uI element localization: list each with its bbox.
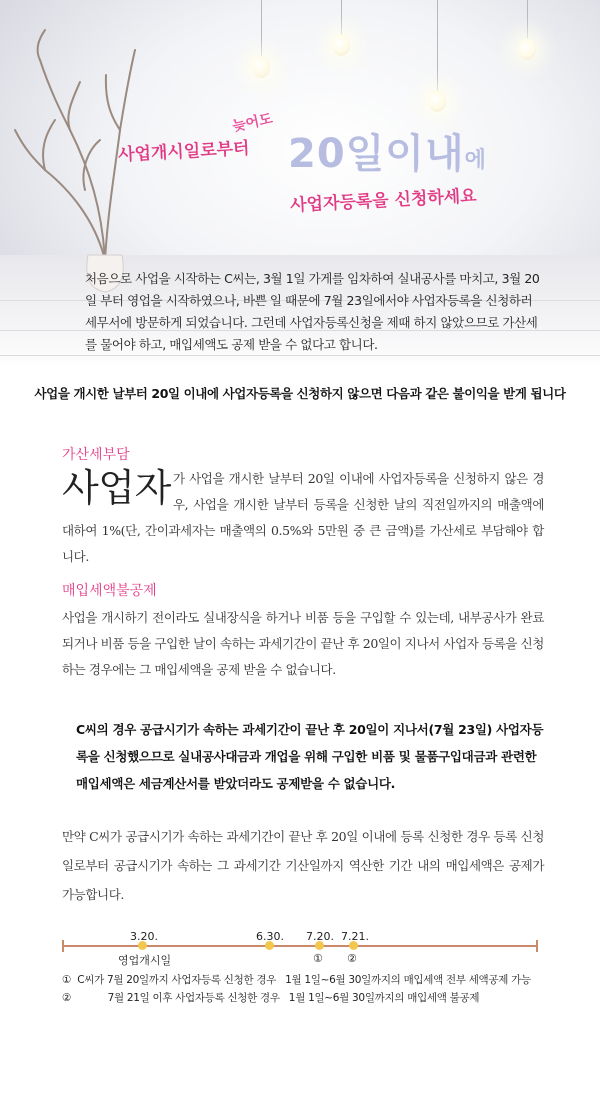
hero-big-main: 20일이내 [288, 131, 465, 177]
light-bulb [252, 56, 270, 78]
section-title-penalty: 가산세부담 [62, 447, 130, 463]
hero-big-text [288, 122, 487, 179]
hero-line2: 사업자등록을 신청하세요 [289, 186, 478, 216]
light-bulb [518, 38, 536, 60]
section-title-deduction: 매입세액불공제 [62, 583, 157, 599]
timeline-date: 7.21. [341, 930, 369, 943]
timeline-date: 3.20. [130, 930, 158, 943]
timeline-line [62, 945, 538, 947]
timeline-date: 7.20. [306, 930, 334, 943]
timeline-start-cap [62, 940, 64, 952]
bulb-cord [341, 0, 342, 36]
closing-paragraph: 만약 C씨가 공급시기가 속하는 과세기간이 끝난 후 20일 이내에 등록 신청한 경우 등록 신청일로부터 공급시기가 속하는 그 과세기간 기산일까지 역산한 기간 내의 매입세액은 공제가 가능합니다. [62, 829, 544, 902]
light-bulb [332, 34, 350, 56]
hero-big-suffix: 에 [464, 148, 487, 173]
dropcap-word: 사업자 [62, 466, 171, 510]
section-body-deduction: 사업을 개시하기 전이라도 실내장식을 하거나 비품 등을 구입할 수 있는데, 내부공사가 완료되거나 비품 등을 구입한 날이 속하는 과세기간이 끝난 후 20일이 지나서 사업자 등록을 신청하는 경우에는 그 매입세액을 공제 받을 수 없습니다. [62, 610, 544, 677]
example-paragraph: C씨의 경우 공급시기가 속하는 과세기간이 끝난 후 20일이 지나서(7월 23일) 사업자등록을 신청했으므로 실내공사대금과 개업을 위해 구입한 비품 및 물품구입대금과 관련한 매입세액은 세금계산서를 받았더라도 공제받을 수 없습니다. [76, 722, 544, 791]
summary-text: 사업을 개시한 날부터 20일 이내에 사업자등록을 신청하지 않으면 다음과 같은 불이익을 받게 됩니다 [34, 386, 566, 401]
section-body-penalty [62, 466, 544, 570]
timeline-mark-1: ① [313, 952, 323, 965]
intro-paragraph: 처음으로 사업을 시작하는 C씨는, 3월 1일 가게를 임차하여 실내공사를 마치고, 3월 20일 부터 영업을 시작하였으나, 바쁜 일 때문에 7월 23일에서야 사업자등록을 신청하러 세무서에 방문하게 되었습니다. 그런데 사업자등록신청을 제때 하지 않았으므로 가산세를 물어야 하고, 매입세액도 공제 받을 수 없다고 합니다. [85, 271, 540, 352]
hero-banner [0, 0, 600, 370]
light-bulb [428, 90, 446, 112]
note-line: ② 7월 21일 이후 사업자등록 신청한 경우 1월 1일~6월 30일까지의 매입세액 불공제 [62, 992, 480, 1004]
timeline-date: 6.30. [256, 930, 284, 943]
bulb-cord [527, 0, 528, 40]
hero-line1: 사업개시일로부터 [117, 138, 250, 166]
bulb-cord [261, 0, 262, 58]
timeline-start-label: 영업개시일 [118, 954, 172, 967]
note-line: ① C씨가 7월 20일까지 사업자등록 신청한 경우 1월 1일~6월 30일까지의 매입세액 전부 세액공제 가능 [62, 974, 531, 986]
section-body-penalty-text: 가 사업을 개시한 날부터 20일 이내에 사업자등록을 신청하지 않은 경우, 사업을 개시한 날부터 등록을 신청한 날의 직전일까지의 매출액에 대하여 1%(단, 간이과세자는 매출액의 0.5%와 5만원 중 큰 금액)를 가산세로 부담해야 합니다. [62, 471, 544, 564]
bulb-cord [437, 0, 438, 92]
hero-highlight: 늦어도 [230, 110, 275, 136]
timeline-mark-2: ② [347, 952, 357, 965]
timeline-end-cap [536, 940, 538, 952]
